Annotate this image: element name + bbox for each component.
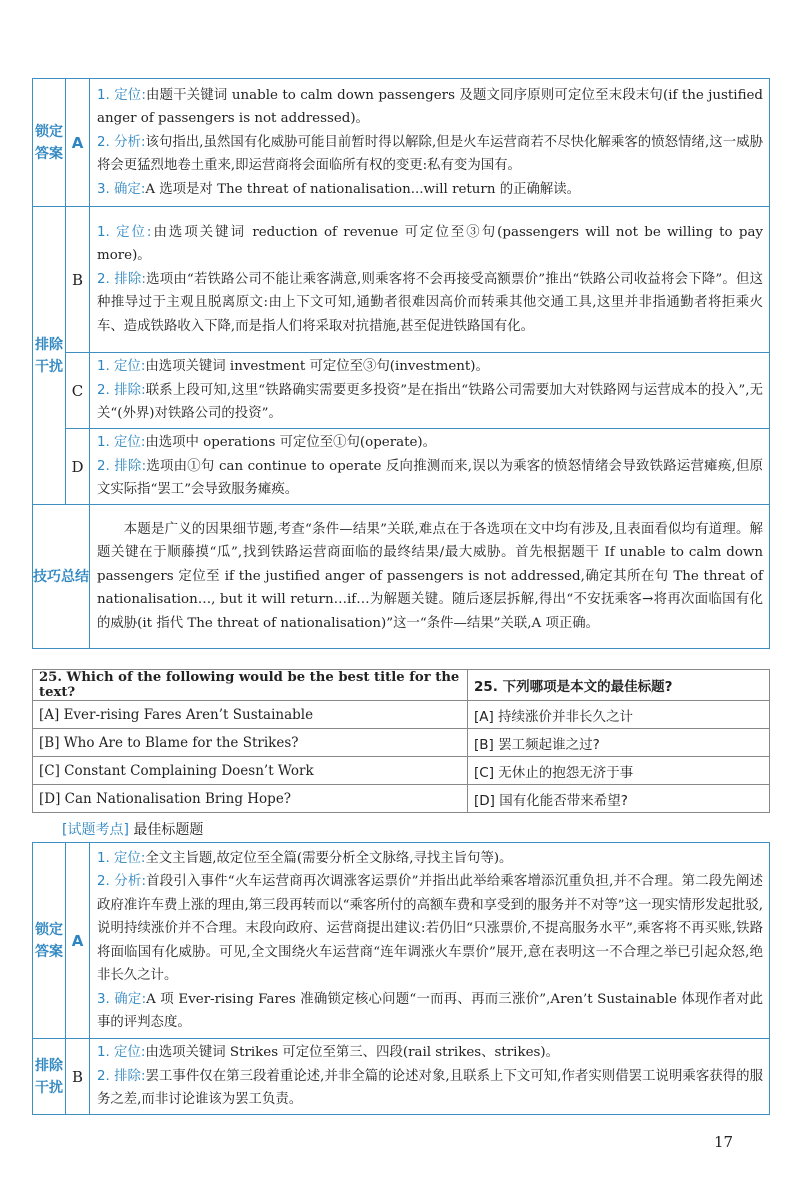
option-d-explanation: 1. 定位:由选项中 operations 可定位至①句(operate)。 2. 排除:选项由①句 can continue to operate 反向推测而来,误以为乘客的愤怒情绪会导致铁路运营瘫痪,但原文实际指“罢工”会导致服务瘫痪。 bbox=[90, 429, 770, 505]
tips-summary-text: 本题是广义的因果细节题,考查“条件—结果”关联,难点在于各选项在文中均有涉及,且表面看似均有道理。解题关键在于顺藤摸“瓜”,找到铁路运营商面临的最终结果/最大威胁。首先根据题干 If unable to calm down passengers 定位至 if the justified anger of passengers is not addressed,确定其所在句 The threat of nationalisation…, but it will return…if…为解题关键。随后逐层拆解,得出“不安抚乘客→将再次面临国有化的威胁(it 指代 The threat of nationalisation)”这一“条件—结果”关联,A 项正确。 bbox=[90, 505, 770, 649]
option-b-chinese: [B] 罢工频起谁之过? bbox=[468, 729, 770, 757]
option-row-a bbox=[33, 701, 770, 729]
lock-answer-label: 锁定答案 bbox=[33, 843, 66, 1039]
exam-point-tag: [试题考点] bbox=[62, 822, 129, 838]
option-b-english: [B] Who Are to Blame for the Strikes? bbox=[33, 729, 468, 757]
option-a-explanation: 1. 定位:全文主旨题,故定位至全篇(需要分析全文脉络,寻找主旨句等)。 2. 分析:首段引入事件“火车运营商再次调涨客运票价”并指出此举给乘客增添沉重负担,并不合理。第二段先阐述政府准许车费上涨的理由,第三段再转而以“乘客所付的高额车费和享受到的服务并不对等”这一现实情形发起批驳,说明持续涨价并不合理。末段向政府、运营商提出建议:若仍旧“只涨票价,不提高服务水平”,乘客将不再买账,铁路将面临国有化威胁。可见,全文围绕火车运营商“连年调涨火车票价”展开,意在表明这一不合理之举已引起众怒,绝非长久之计。 3. 确定:A 项 Ever-rising Fares 准确锁定核心问题“一而再、再而三涨价”,Aren’t Sustainable 体现作者对此事的评判态度。 bbox=[90, 843, 770, 1039]
option-d-english: [D] Can Nationalisation Bring Hope? bbox=[33, 785, 468, 813]
option-a-english: [A] Ever-rising Fares Aren’t Sustainable bbox=[33, 701, 468, 729]
exam-point-text: 最佳标题题 bbox=[128, 822, 204, 838]
eliminate-distractor-label: 排除干扰 bbox=[33, 207, 66, 505]
option-a-chinese: [A] 持续涨价并非长久之计 bbox=[468, 701, 770, 729]
option-row-d bbox=[33, 785, 770, 813]
option-c-explanation: 1. 定位:由选项关键词 investment 可定位至③句(investment)。 2. 排除:联系上段可知,这里“铁路确实需要更多投资”是在指出“铁路公司需要加大对铁路网与运营成本的投入”,无关“(外界)对铁路公司的投资”。 bbox=[90, 353, 770, 429]
tips-summary-label: 技巧总结 bbox=[33, 505, 90, 649]
exam-point-heading bbox=[62, 819, 203, 839]
confirm-label: 3. 确定: bbox=[97, 181, 146, 197]
option-row-b bbox=[33, 729, 770, 757]
option-letter-b: B bbox=[66, 207, 90, 353]
option-row-c bbox=[33, 757, 770, 785]
question-25-english: 25. Which of the following would be the best title for the text? bbox=[33, 670, 468, 701]
option-b-explanation: 1. 定位:由选项关键词 reduction of revenue 可定位至③句(passengers will not be willing to pay more)。 2. 排除:选项由“若铁路公司不能让乘客满意,则乘客将不会再接受高额票价”推出“铁路公司收益将会下降”。但这种推导过于主观且脱离原文:由上下文可知,通勤者很难因高价而转乘其他交通工具,这里并非指通勤者将拒乘火车、造成铁路收入下降,而是指人们将采取对抗措施,甚至促进铁路国有化。 bbox=[90, 207, 770, 353]
answer-analysis-table-q25 bbox=[32, 842, 770, 1115]
lock-answer-label: 锁定答案 bbox=[33, 79, 66, 207]
question-25-table bbox=[32, 669, 770, 813]
option-letter-a: A bbox=[66, 79, 90, 207]
option-c-english: [C] Constant Complaining Doesn’t Work bbox=[33, 757, 468, 785]
locate-label: 1. 定位: bbox=[97, 87, 146, 103]
analysis-label: 2. 分析: bbox=[97, 134, 146, 150]
question-25-chinese: 25. 下列哪项是本文的最佳标题? bbox=[468, 670, 770, 701]
option-letter-c: C bbox=[66, 353, 90, 429]
page-number: 17 bbox=[714, 1133, 734, 1151]
option-a-explanation: 1. 定位:由题干关键词 unable to calm down passengers 及题文同序原则可定位至末段末句(if the justified anger of passengers is not addressed)。 2. 分析:该句指出,虽然国有化威胁可能目前暂时得以解除,但是火车运营商若不尽快化解乘客的愤怒情绪,这一威胁将会更猛烈地卷土重来,即运营商将会面临所有权的变更:私有变为国有。 3. 确定:A 选项是对 The threat of nationalisation...will return 的正确解读。 bbox=[90, 79, 770, 207]
answer-analysis-table-q24 bbox=[32, 78, 770, 649]
option-letter-b: B bbox=[66, 1039, 90, 1115]
option-letter-d: D bbox=[66, 429, 90, 505]
option-letter-a: A bbox=[66, 843, 90, 1039]
option-c-chinese: [C] 无休止的抱怨无济于事 bbox=[468, 757, 770, 785]
option-b-explanation: 1. 定位:由选项关键词 Strikes 可定位至第三、四段(rail strikes、strikes)。 2. 排除:罢工事件仅在第三段着重论述,并非全篇的论述对象,且联系上下文可知,作者实则借罢工说明乘客获得的服务之差,而非讨论谁该为罢工负责。 bbox=[90, 1039, 770, 1115]
option-d-chinese: [D] 国有化能否带来希望? bbox=[468, 785, 770, 813]
eliminate-distractor-label: 排除干扰 bbox=[33, 1039, 66, 1115]
